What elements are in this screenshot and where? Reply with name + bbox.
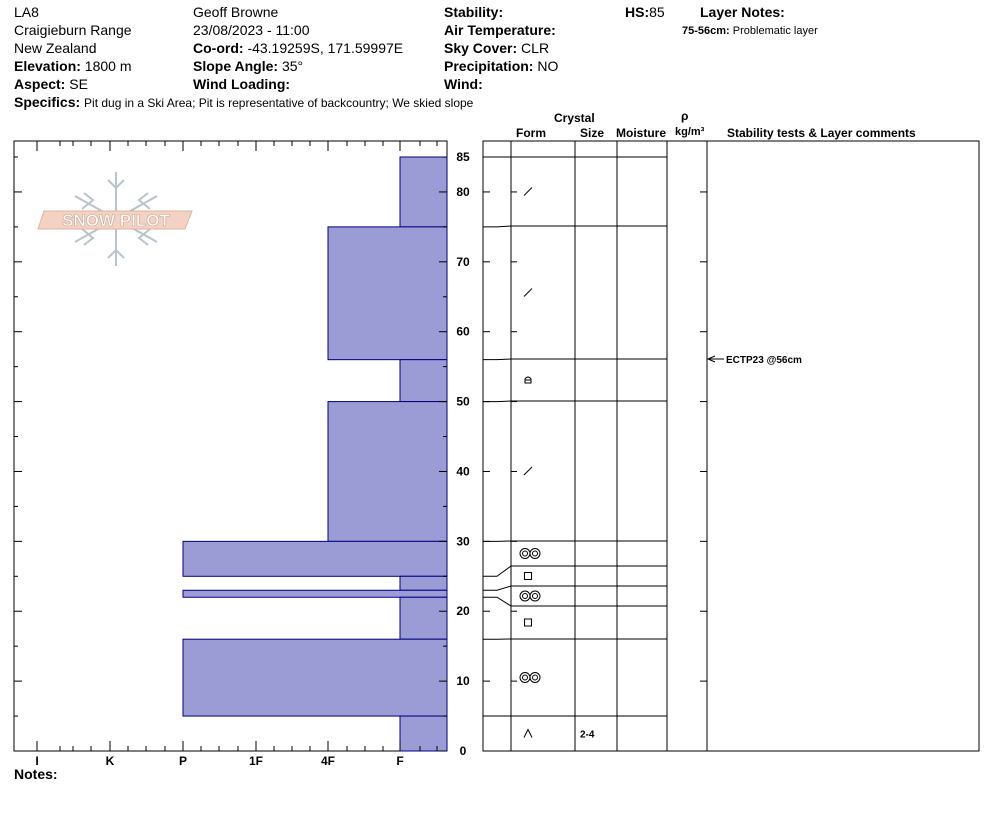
layer-connector [483,226,511,227]
sky-cover-label: Sky Cover: [444,40,518,56]
faceted-icon [525,619,532,626]
specifics-text: Pit dug in a Ski Area; Pit is representative of backcountry; We skied slope [84,96,474,110]
hardness-bar [328,402,447,542]
layer-notes-label: Layer Notes: [700,4,785,20]
hardness-axis-labels [35,754,403,768]
layer-note-text: Problematic layer [732,25,818,37]
coord-value: -43.19259S, 171.59997E [247,40,404,56]
observer-name: Geoff Browne [193,4,279,20]
column-crystal: Crystal [554,111,595,125]
layer-connector [483,359,511,360]
decomposing-icon [524,188,532,196]
layer-connector [483,597,511,606]
wind-label: Wind: [444,76,483,92]
crystal-size: 2-4 [580,729,595,741]
depth-label: 40 [456,464,470,479]
country-name: New Zealand [14,40,97,56]
precipitation-label: Precipitation: [444,58,534,74]
hardness-label: I [35,754,39,768]
depth-label: 50 [456,394,470,409]
hs-value: 85 [649,4,665,20]
depth-label: 70 [456,254,470,269]
depth-label: 0 [459,744,467,758]
melt-freeze-icon [520,591,540,601]
depth-axis-labels [456,150,470,758]
depth-label: 10 [456,674,470,689]
aspect-value: SE [69,76,88,92]
hardness-label: P [178,754,188,768]
hardness-bars [183,157,447,751]
melt-freeze-icon [520,673,540,683]
column-moisture: Moisture [616,126,667,140]
logo-text: SNOW PILOT [62,211,170,230]
stability-label: Stability: [444,4,504,20]
depth-label: 20 [456,604,470,619]
layer-note-range: 75-56cm: [682,25,730,37]
hardness-bar [183,639,447,716]
slope-value: 35° [281,58,304,74]
hardness-bar [328,227,447,360]
layer-table [483,141,979,751]
sky-cover-value: CLR [521,40,550,56]
observation-datetime: 23/08/2023 - 11:00 [193,22,310,38]
stability-test-label: ECTP23 @56cm [726,355,802,366]
depth-label: 60 [456,324,470,339]
depth-label: 80 [456,184,470,199]
coord-label: Co-ord: [193,40,244,56]
slope-label: Slope Angle: [193,58,279,74]
depth-hoar-icon [524,730,532,738]
hs-label: HS: [625,4,650,20]
crystal-sizes [580,730,595,741]
decomposing-icon [524,467,532,475]
hardness-label: K [105,754,115,768]
site-name: LA8 [14,4,39,20]
melt-freeze-icon [520,549,540,559]
crystal-form-symbols [520,188,540,738]
range-name: Craigieburn Range [14,22,132,38]
table-depth-ticks [483,192,707,751]
faceted-icon [525,573,532,580]
column-density-unit: kg/m³ [675,126,705,138]
elevation-label: Elevation: [14,58,81,74]
column-stability-tests: Stability tests & Layer comments [727,126,916,140]
elevation-value: 1800 m [84,58,132,74]
stability-test-marker [708,355,802,366]
column-size: Size [580,126,605,140]
air-temperature-label: Air Temperature: [444,22,556,38]
layer-connectors [483,157,511,716]
layer-row-lines [511,157,667,716]
precipitation-value: NO [537,58,559,74]
aspect-label: Aspect: [14,76,66,92]
hardness-label: F [396,754,404,768]
hardness-label: 4F [320,754,336,768]
layer-connector [483,566,511,576]
hardness-bar [400,716,447,751]
specifics-label: Specifics: [14,94,81,110]
layer-connector [483,586,511,590]
hardness-bar [400,360,447,402]
depth-label: 85 [456,150,470,164]
hardness-bar [183,541,447,576]
surface-hoar-icon [525,377,531,383]
column-rho: ρ [681,109,689,123]
column-form: Form [516,126,546,140]
hardness-label: 1F [248,754,264,768]
hardness-bar [400,576,447,590]
snowpilot-logo [38,172,192,266]
hardness-bar [400,597,447,639]
hardness-bar [183,590,447,597]
wind-loading-label: Wind Loading: [193,76,291,92]
depth-label: 30 [456,534,470,549]
notes-label: Notes: [14,766,58,782]
decomposing-icon [524,289,532,297]
